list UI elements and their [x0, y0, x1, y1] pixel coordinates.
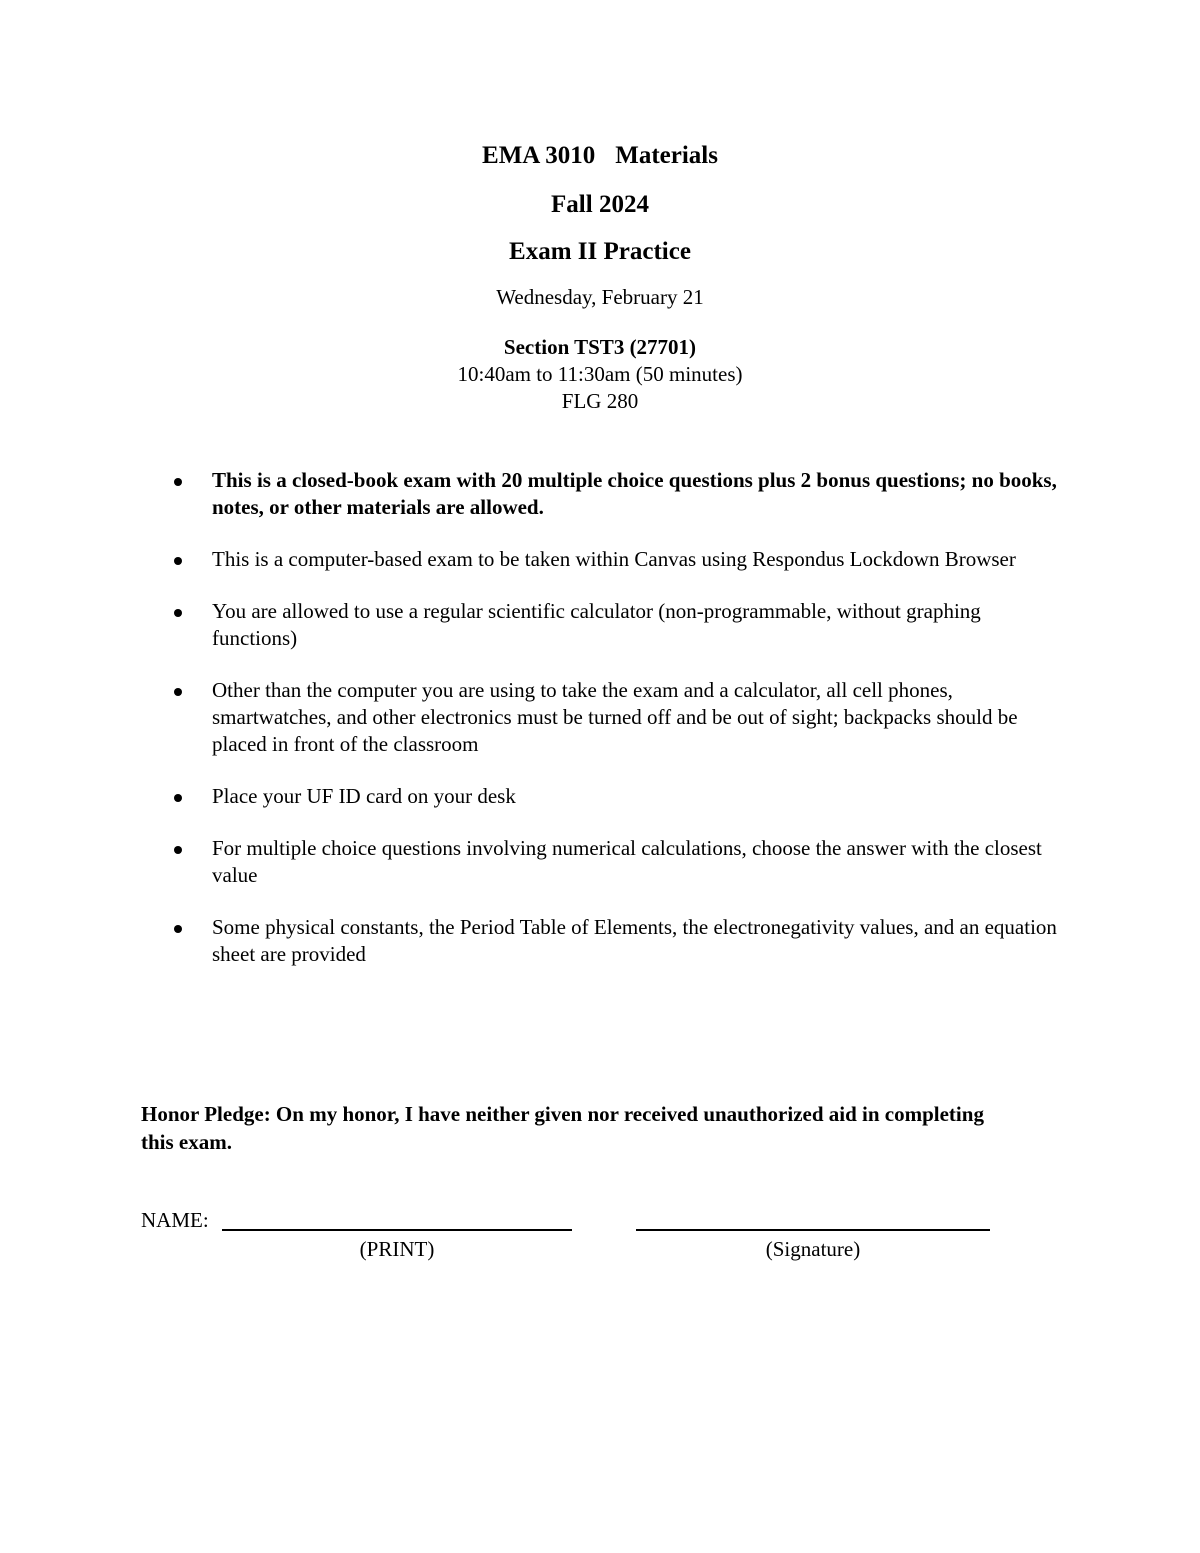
- rule-text: Some physical constants, the Period Table of Elements, the electronegativity values, and an equation sheet are provided: [212, 915, 1057, 966]
- list-item: [170, 546, 1070, 573]
- rule-text: Other than the computer you are using to take the exam and a calculator, all cell phones, smartwatches, and other electronics must be turned off and be out of sight; backpacks should be placed in front of the classroom: [212, 678, 1018, 756]
- list-item: [170, 598, 1070, 652]
- bullet-icon: [174, 925, 182, 933]
- course-name: Materials: [615, 142, 718, 169]
- bullet-icon: [174, 557, 182, 565]
- bullet-icon: [174, 609, 182, 617]
- bullet-icon: [174, 688, 182, 696]
- print-caption: (PRINT): [359, 1237, 435, 1261]
- list-item: [170, 677, 1070, 758]
- exam-date: Wednesday, February 21: [496, 285, 704, 309]
- exam-rules-list: [170, 467, 1070, 993]
- rule-text: This is a closed-book exam with 20 multiple choice questions plus 2 bonus questions; no books, notes, or other materials are allowed.: [212, 468, 1057, 519]
- signature-caption: (Signature): [765, 1237, 861, 1261]
- list-item: [170, 835, 1070, 889]
- bullet-icon: [174, 846, 182, 854]
- honor-pledge: Honor Pledge: On my honor, I have neither given nor received unauthorized aid in completing this exam.: [141, 1102, 984, 1154]
- list-item: [170, 914, 1070, 968]
- rule-text: For multiple choice questions involving numerical calculations, choose the answer with the closest value: [212, 836, 1042, 887]
- rule-text: You are allowed to use a regular scientific calculator (non-programmable, without graphing functions): [212, 599, 981, 650]
- bullet-icon: [174, 794, 182, 802]
- print-name-line[interactable]: [222, 1229, 572, 1231]
- list-item: [170, 783, 1070, 810]
- exam-time: 10:40am to 11:30am (50 minutes): [457, 362, 743, 386]
- exam-room: FLG 280: [561, 389, 639, 413]
- course-code: EMA 3010: [482, 142, 596, 169]
- signature-line[interactable]: [636, 1229, 990, 1231]
- exam-title: Exam II Practice: [509, 238, 691, 265]
- list-item: [170, 467, 1070, 521]
- section-label: Section TST3 (27701): [503, 335, 697, 359]
- bullet-icon: [174, 478, 182, 486]
- term: Fall 2024: [551, 191, 649, 218]
- rule-text: Place your UF ID card on your desk: [212, 784, 516, 808]
- name-label: NAME:: [141, 1208, 209, 1232]
- rule-text: This is a computer-based exam to be taken within Canvas using Respondus Lockdown Browser: [212, 547, 1016, 571]
- course-title: [0, 142, 1200, 170]
